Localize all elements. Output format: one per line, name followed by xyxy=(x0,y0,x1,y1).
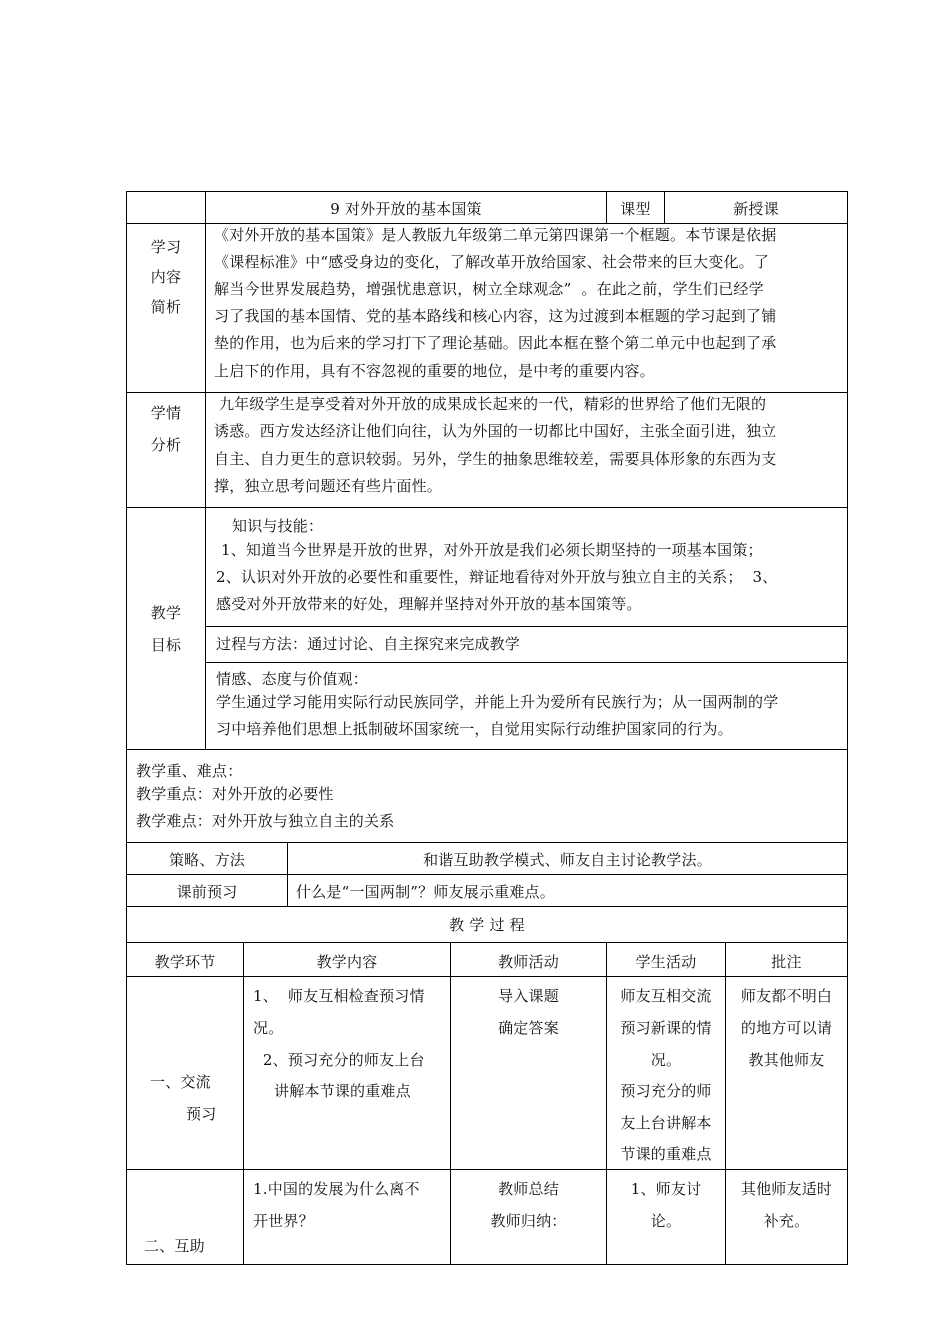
row-divider xyxy=(126,942,848,943)
border-right xyxy=(847,191,848,1265)
row-divider xyxy=(126,749,848,750)
row-divider xyxy=(205,626,848,627)
border-top xyxy=(126,191,848,192)
type-value: 新授课 xyxy=(733,200,779,218)
process-title: 教 学 过 程 xyxy=(449,916,525,934)
strategy-label: 策略、方法 xyxy=(168,851,245,869)
preview-value: 什么是“一国两制”？师友展示重难点。 xyxy=(296,883,555,901)
row-divider xyxy=(126,842,848,843)
border-left xyxy=(126,191,127,1265)
preview-label: 课前预习 xyxy=(176,883,238,901)
strategy-value: 和谐互助教学模式、师友自主讨论教学法。 xyxy=(423,851,712,869)
col-divider xyxy=(243,942,244,1265)
border-bottom xyxy=(126,1264,848,1265)
row-divider xyxy=(126,507,848,508)
col-header-note: 批注 xyxy=(771,953,802,971)
type-label: 课型 xyxy=(620,200,651,218)
lesson-title: 9 对外开放的基本国策 xyxy=(330,200,482,218)
goals-process: 过程与方法：通过讨论、自主探究来完成教学 xyxy=(216,635,521,653)
row-divider xyxy=(205,662,848,663)
col-header-content: 教学内容 xyxy=(316,953,378,971)
col-header-student: 学生活动 xyxy=(635,953,697,971)
col-header-teacher: 教师活动 xyxy=(498,953,559,971)
col-header-stage: 教学环节 xyxy=(154,953,216,971)
label-col-divider xyxy=(205,191,206,750)
row-divider xyxy=(126,1169,848,1170)
